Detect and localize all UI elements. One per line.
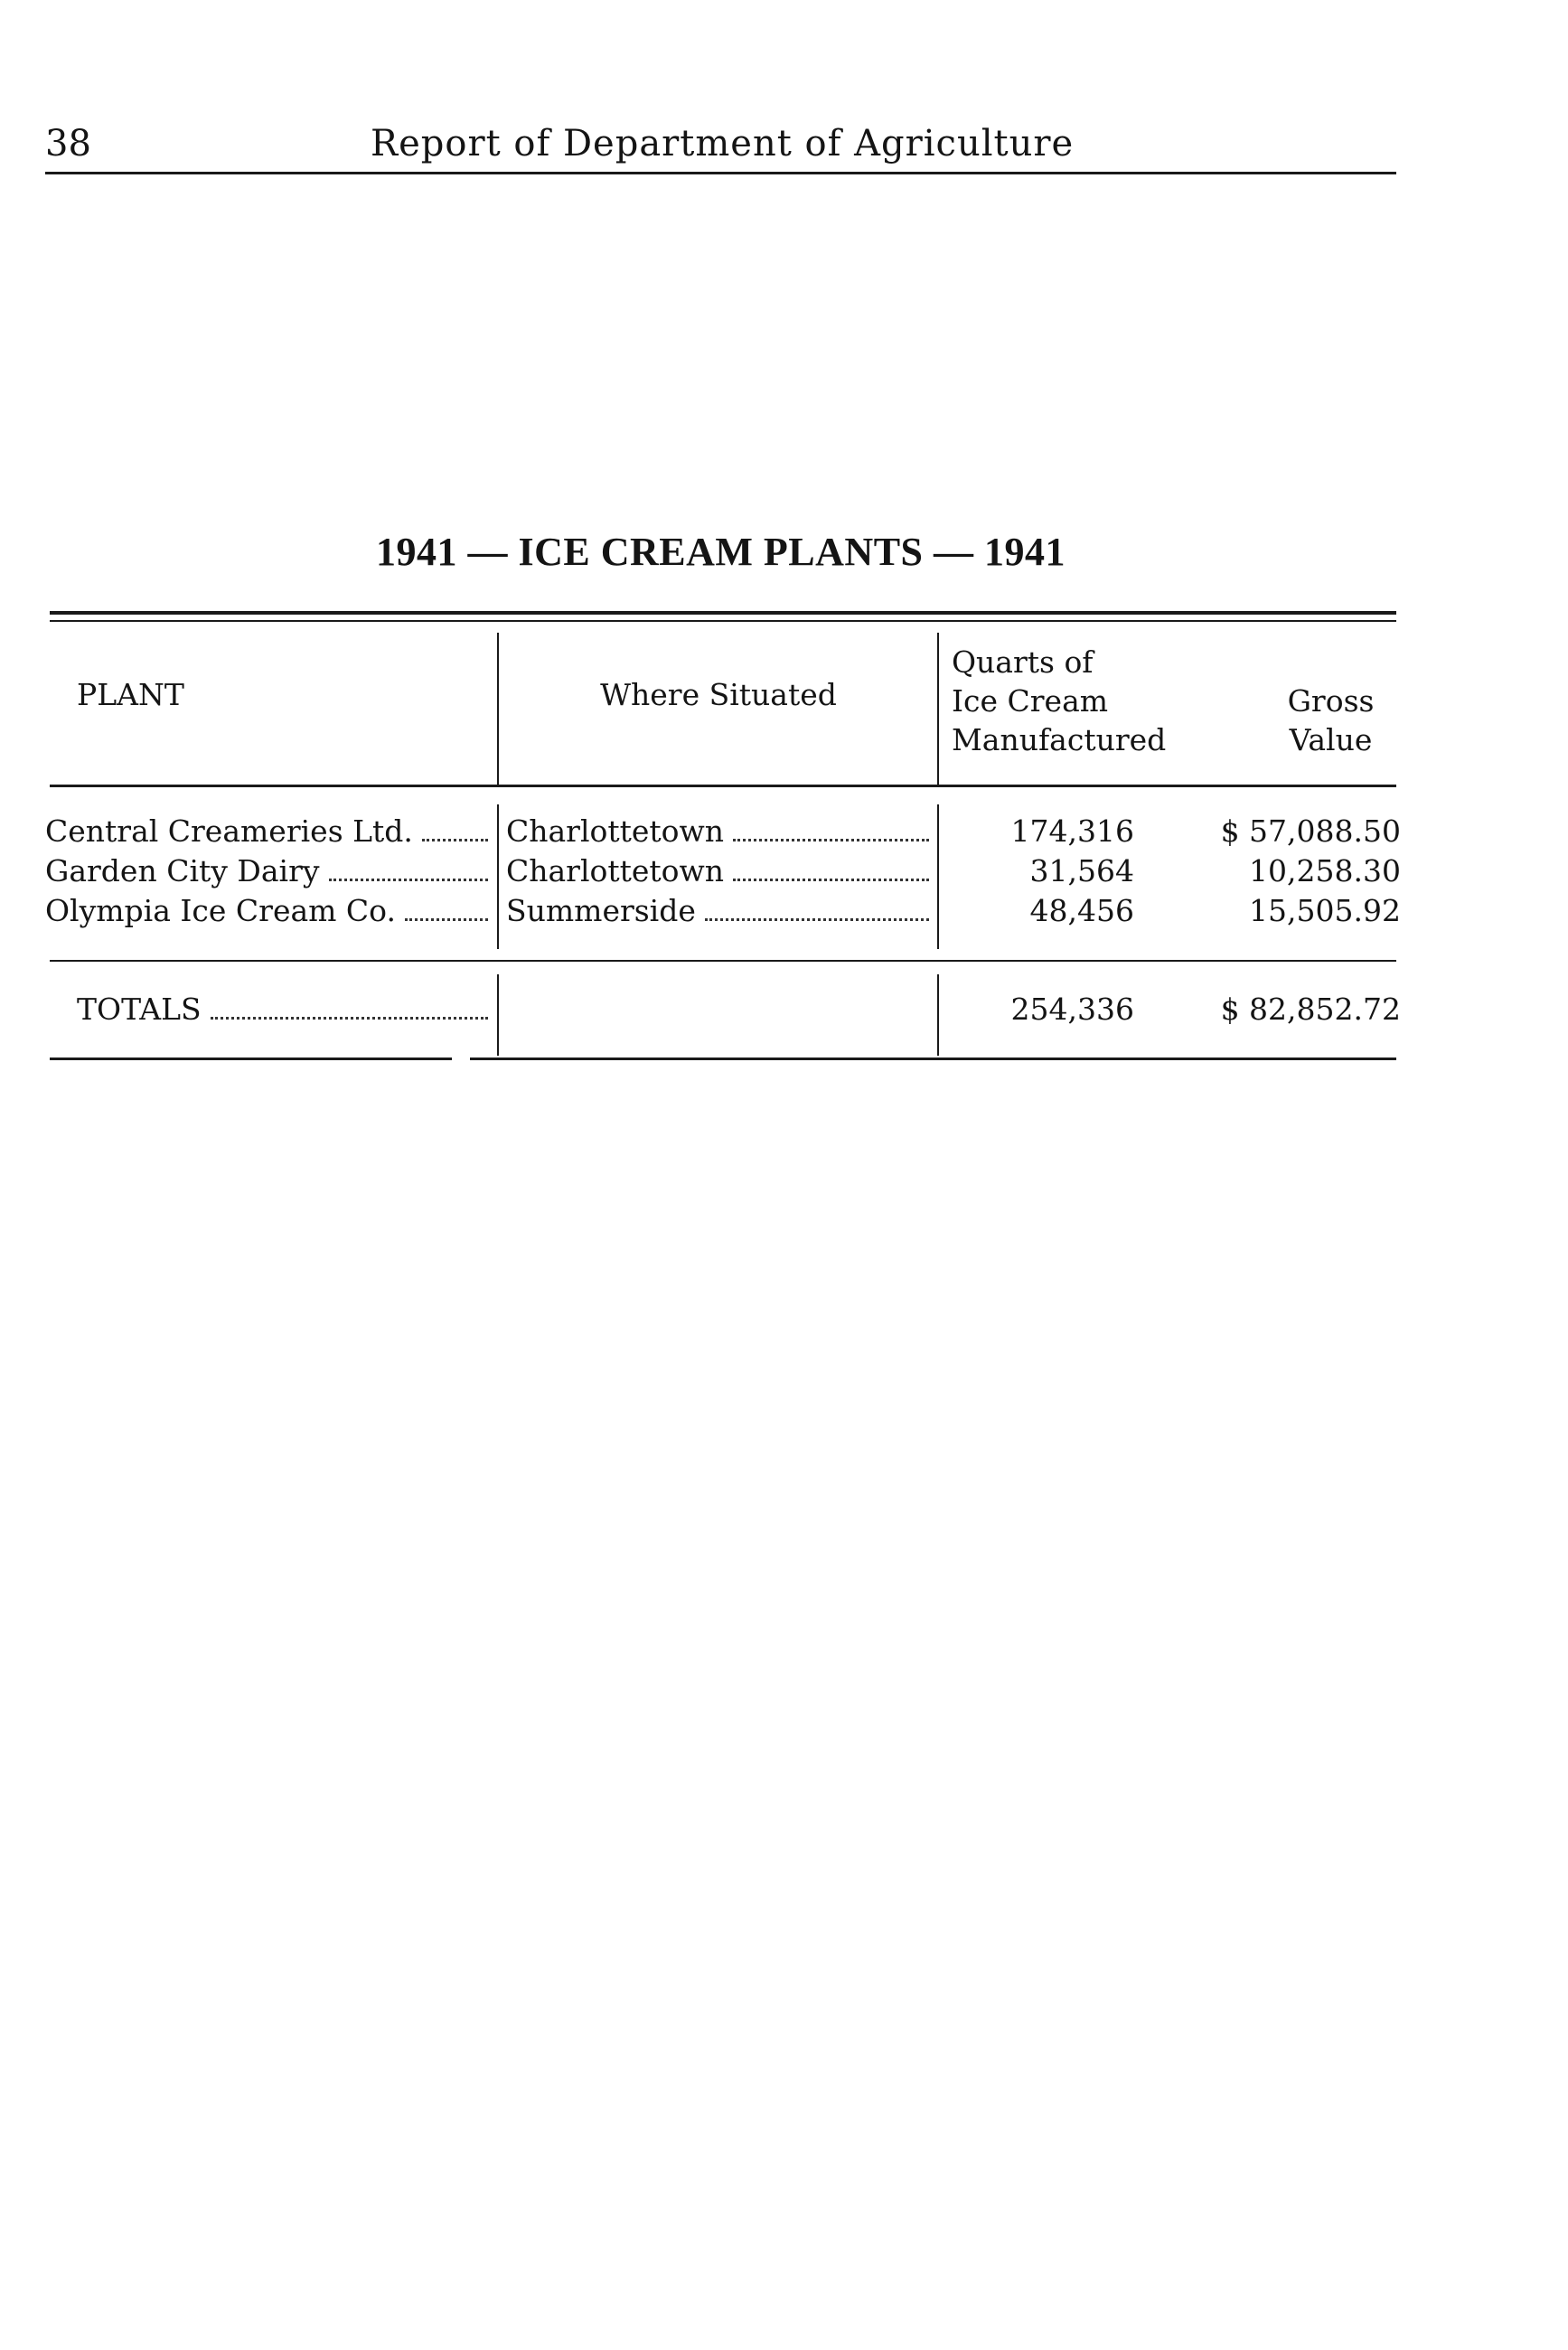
totals-quarts: 254,336	[1010, 992, 1134, 1027]
table-row-2-plant	[45, 851, 490, 891]
col-rule-2-body	[937, 804, 939, 949]
table-row-3-where	[506, 891, 931, 931]
col-rule-1-totals	[497, 974, 499, 1056]
header-gross-line-2: Value	[1289, 722, 1373, 757]
col-rule-2-totals	[937, 974, 939, 1056]
dot-leader	[329, 878, 488, 881]
col-rule-1-header	[497, 633, 499, 785]
table-row-1-gross: $ 57,088.50	[1220, 813, 1401, 849]
page-number: 38	[45, 123, 91, 164]
plant-name: Central Creameries Ltd.	[45, 813, 413, 849]
table-row-1-plant	[45, 812, 490, 851]
table-row-2-gross: 10,258.30	[1249, 853, 1401, 888]
header-quarts-line-2: Ice Cream	[952, 683, 1109, 719]
table-title: 1941 — ICE CREAM PLANTS — 1941	[375, 530, 1066, 574]
header-quarts-line-1: Quarts of	[952, 644, 1094, 680]
plant-name: Olympia Ice Cream Co.	[45, 893, 396, 928]
dot-leader	[405, 917, 488, 921]
totals-top-rule	[50, 960, 1396, 962]
location-name: Summerside	[506, 893, 696, 928]
header-gross-line-1: Gross	[1287, 683, 1375, 719]
table-top-rule-thin	[50, 620, 1396, 622]
table-row-3-gross: 15,505.92	[1249, 893, 1401, 928]
dot-leader	[422, 838, 488, 841]
running-title: Report of Department of Agriculture	[371, 123, 1075, 164]
header-quarts-line-3: Manufactured	[952, 722, 1167, 757]
dot-leader	[733, 838, 929, 841]
table-bottom-rule-left	[50, 1058, 452, 1060]
table-row-3-quarts: 48,456	[1029, 893, 1134, 928]
header-rule	[45, 172, 1396, 174]
table-row-3-plant	[45, 891, 490, 931]
dot-leader	[211, 1016, 488, 1020]
header-plant: PLANT	[77, 677, 184, 712]
table-row-1-where	[506, 812, 931, 851]
table-bottom-rule-right	[470, 1058, 1396, 1060]
plant-name: Garden City Dairy	[45, 853, 320, 888]
totals-label-cell	[77, 990, 490, 1029]
header-bottom-rule	[50, 785, 1396, 787]
col-rule-2-header	[937, 633, 939, 785]
table-row-2-quarts: 31,564	[1029, 853, 1134, 888]
location-name: Charlottetown	[506, 813, 725, 849]
totals-label: TOTALS	[77, 992, 202, 1027]
col-rule-1-body	[497, 804, 499, 949]
dot-leader	[733, 878, 929, 881]
totals-gross: $ 82,852.72	[1220, 992, 1401, 1027]
table-top-rule	[50, 611, 1396, 615]
table-row-1-quarts: 174,316	[1010, 813, 1134, 849]
header-where-situated: Where Situated	[600, 677, 837, 712]
table-row-2-where	[506, 851, 931, 891]
location-name: Charlottetown	[506, 853, 725, 888]
dot-leader	[705, 917, 929, 921]
